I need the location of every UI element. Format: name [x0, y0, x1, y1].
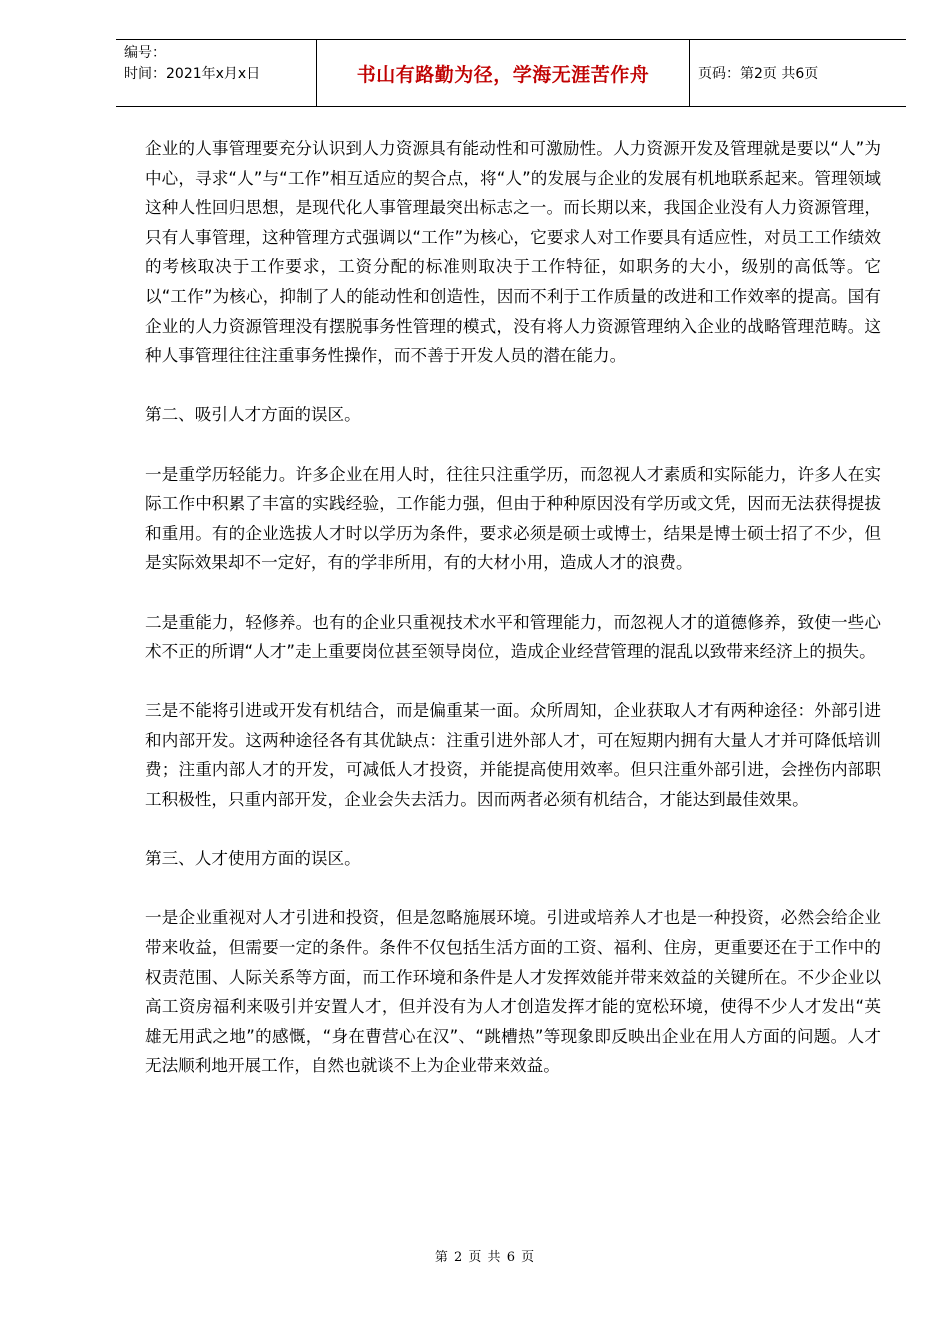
- document-date: 时间：2021年x月x日: [124, 66, 261, 82]
- section-heading-3: 第三、人才使用方面的误区。: [145, 849, 361, 869]
- header-page-info: 页码：第2页 共6页: [698, 66, 819, 82]
- paragraph: 一是重学历轻能力。许多企业在用人时，往往只注重学历，而忽视人才素质和实际能力，许多人在实际工作中积累了丰富的实践经验，工作能力强，但由于种种原因没有学历或文凭，因而无法获得提拔和重用。有的企业选拔人才时以学历为条件，要求必须是硕士或博士，结果是博士硕士招了不少，但是实际效果却不一定好，有的学非所用，有的大材小用，造成人才的浪费。: [145, 464, 881, 573]
- page-footer: 第 2 页 共 6 页: [434, 1250, 536, 1265]
- document-number: 编号：: [124, 45, 166, 61]
- paragraph: 三是不能将引进或开发有机结合，而是偏重某一面。众所周知，企业获取人才有两种途径：外部引进和内部开发。这两种途径各有其优缺点：注重引进外部人才，可在短期内拥有大量人才并可降低培训费；注重内部人才的开发，可减低人才投资，并能提高使用效率。但只注重外部引进，会挫伤内部职工积极性，只重内部开发，企业会失去活力。因而两者必须有机结合，才能达到最佳效果。: [145, 701, 881, 810]
- document-body: [145, 134, 881, 1111]
- paragraph: 二是重能力，轻修养。也有的企业只重视技术水平和管理能力，而忽视人才的道德修养，致使一些心术不正的所谓“人才”走上重要岗位甚至领导岗位，造成企业经营管理的混乱以致带来经济上的损失。: [145, 612, 881, 662]
- paragraph-intro: 企业的人事管理要充分认识到人力资源具有能动性和可激励性。人力资源开发及管理就是要以“人”为中心，寻求“人”与“工作”相互适应的契合点，将“人”的发展与企业的发展有机地联系起来。管理领域这种人性回归思想，是现代化人事管理最突出标志之一。而长期以来，我国企业没有人力资源管理，只有人事管理，这种管理方式强调以“工作”为核心，它要求人对工作要具有适应性，对员工工作绩效的考核取决于工作要求，工资分配的标准则取决于工作特征，如职务的大小，级别的高低等。它以“工作”为核心，抑制了人的能动性和创造性，因而不利于工作质量的改进和工作效率的提高。国有企业的人力资源管理没有摆脱事务性管理的模式，没有将人力资源管理纳入企业的战略管理范畴。这种人事管理往往注重事务性操作，而不善于开发人员的潜在能力。: [145, 139, 881, 366]
- section-heading-2: 第二、吸引人才方面的误区。: [145, 405, 361, 425]
- page-header: [116, 39, 906, 107]
- paragraph: 一是企业重视对人才引进和投资，但是忽略施展环境。引进或培养人才也是一种投资，必然会给企业带来收益，但需要一定的条件。条件不仅包括生活方面的工资、福利、住房，更重要还在于工作中的权责范围、人际关系等方面，而工作环境和条件是人才发挥效能并带来效益的关键所在。不少企业以高工资房福利来吸引并安置人才，但并没有为人才创造发挥才能的宽松环境，使得不少人才发出“英雄无用武之地”的感慨，“身在曹营心在汉”、“跳槽热”等现象即反映出企业在用人方面的问题。人才无法顺利地开展工作，自然也就谈不上为企业带来效益。: [145, 908, 881, 1076]
- header-motto: 书山有路勤为径，学海无涯苦作舟: [316, 40, 690, 106]
- header-meta: [116, 40, 316, 106]
